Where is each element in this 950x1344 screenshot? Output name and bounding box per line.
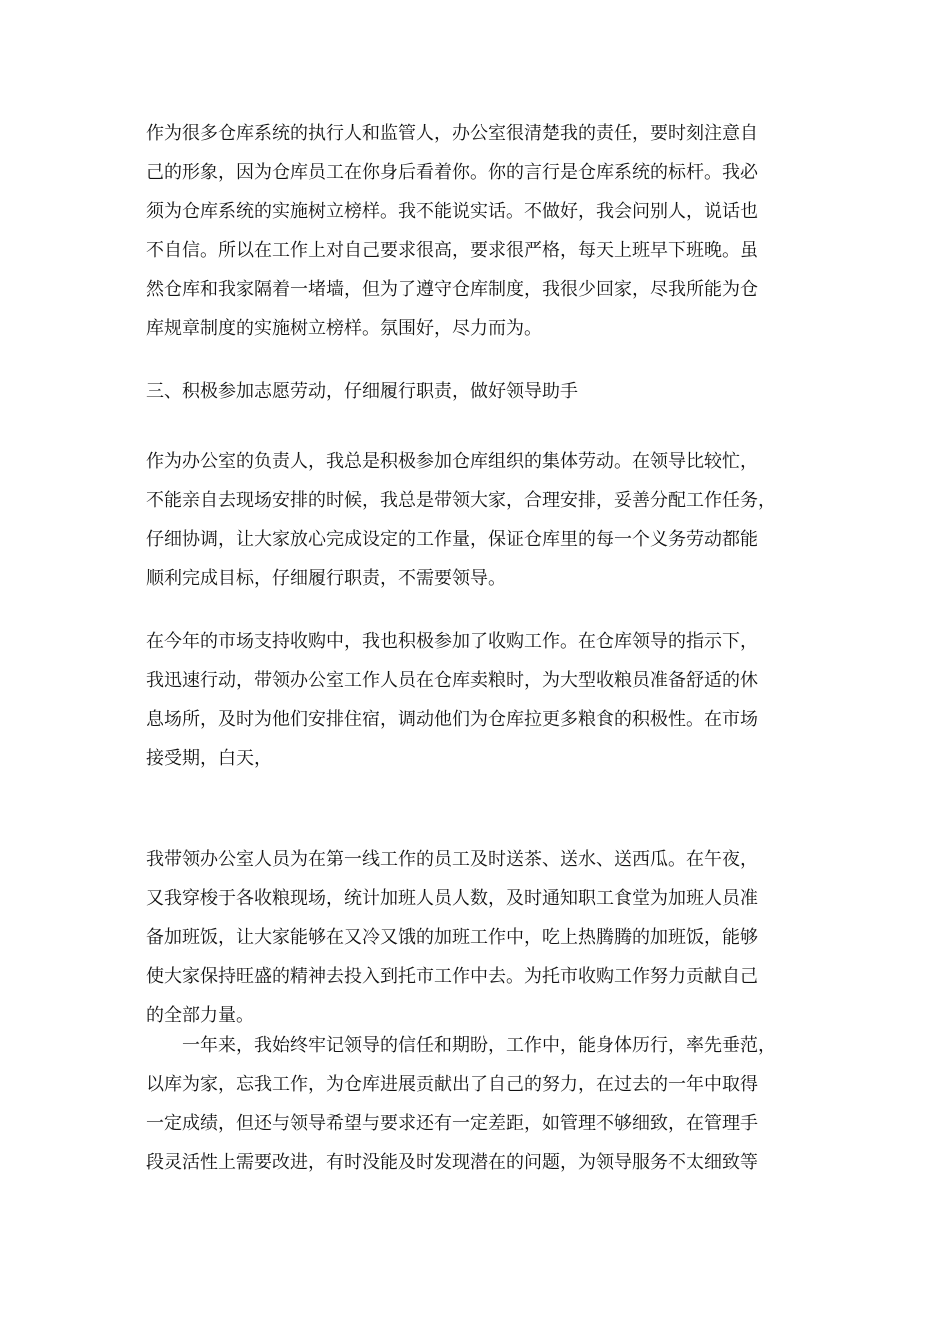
- text-line: 以库为家，忘我工作，为仓库进展贡献出了自己的努力，在过去的一年中取得: [146, 1074, 758, 1095]
- text-line: 使大家保持旺盛的精神去投入到托市工作中去。为托市收购工作努力贡献自己: [146, 966, 758, 987]
- text-line: 我带领办公室人员为在第一线工作的员工及时送茶、送水、送西瓜。在午夜，: [146, 849, 758, 870]
- text-line: 库规章制度的实施树立榜样。氛围好，尽力而为。: [146, 318, 542, 339]
- text-line: 不能亲自去现场安排的时候，我总是带领大家，合理安排，妥善分配工作任务，: [146, 490, 776, 511]
- text-line: 作为很多仓库系统的执行人和监管人，办公室很清楚我的责任，要时刻注意自: [146, 123, 758, 144]
- text-line: 须为仓库系统的实施树立榜样。我不能说实话。不做好，我会问别人，说话也: [146, 201, 758, 222]
- text-line: 作为办公室的负责人，我总是积极参加仓库组织的集体劳动。在领导比较忙，: [146, 451, 758, 472]
- text-line: 一年来，我始终牢记领导的信任和期盼，工作中，能身体历行，率先垂范，: [182, 1035, 776, 1056]
- text-line: 在今年的市场支持收购中，我也积极参加了收购工作。在仓库领导的指示下，: [146, 631, 758, 652]
- text-line: 的全部力量。: [146, 1005, 254, 1026]
- text-line: 段灵活性上需要改进，有时没能及时发现潜在的问题，为领导服务不太细致等: [146, 1152, 758, 1173]
- text-line: 一定成绩，但还与领导希望与要求还有一定差距，如管理不够细致，在管理手: [146, 1113, 758, 1134]
- text-line: 备加班饭，让大家能够在又冷又饿的加班工作中，吃上热腾腾的加班饭，能够: [146, 927, 758, 948]
- text-line: 息场所，及时为他们安排住宿，调动他们为仓库拉更多粮食的积极性。在市场: [146, 709, 758, 730]
- text-line: 顺利完成目标，仔细履行职责，不需要领导。: [146, 568, 506, 589]
- text-line: 己的形象，因为仓库员工在你身后看着你。你的言行是仓库系统的标杆。我必: [146, 162, 758, 183]
- text-line: 我迅速行动，带领办公室工作人员在仓库卖粮时，为大型收粮员准备舒适的休: [146, 670, 758, 691]
- text-line: 又我穿梭于各收粮现场，统计加班人员人数，及时通知职工食堂为加班人员准: [146, 888, 758, 909]
- text-line: 仔细协调，让大家放心完成设定的工作量，保证仓库里的每一个义务劳动都能: [146, 529, 758, 550]
- section-heading: 三、积极参加志愿劳动，仔细履行职责，做好领导助手: [146, 381, 578, 402]
- text-line: 接受期，白天，: [146, 748, 272, 769]
- text-line: 然仓库和我家隔着一堵墙，但为了遵守仓库制度，我很少回家，尽我所能为仓: [146, 279, 758, 300]
- text-line: 不自信。所以在工作上对自己要求很高，要求很严格，每天上班早下班晚。虽: [146, 240, 758, 261]
